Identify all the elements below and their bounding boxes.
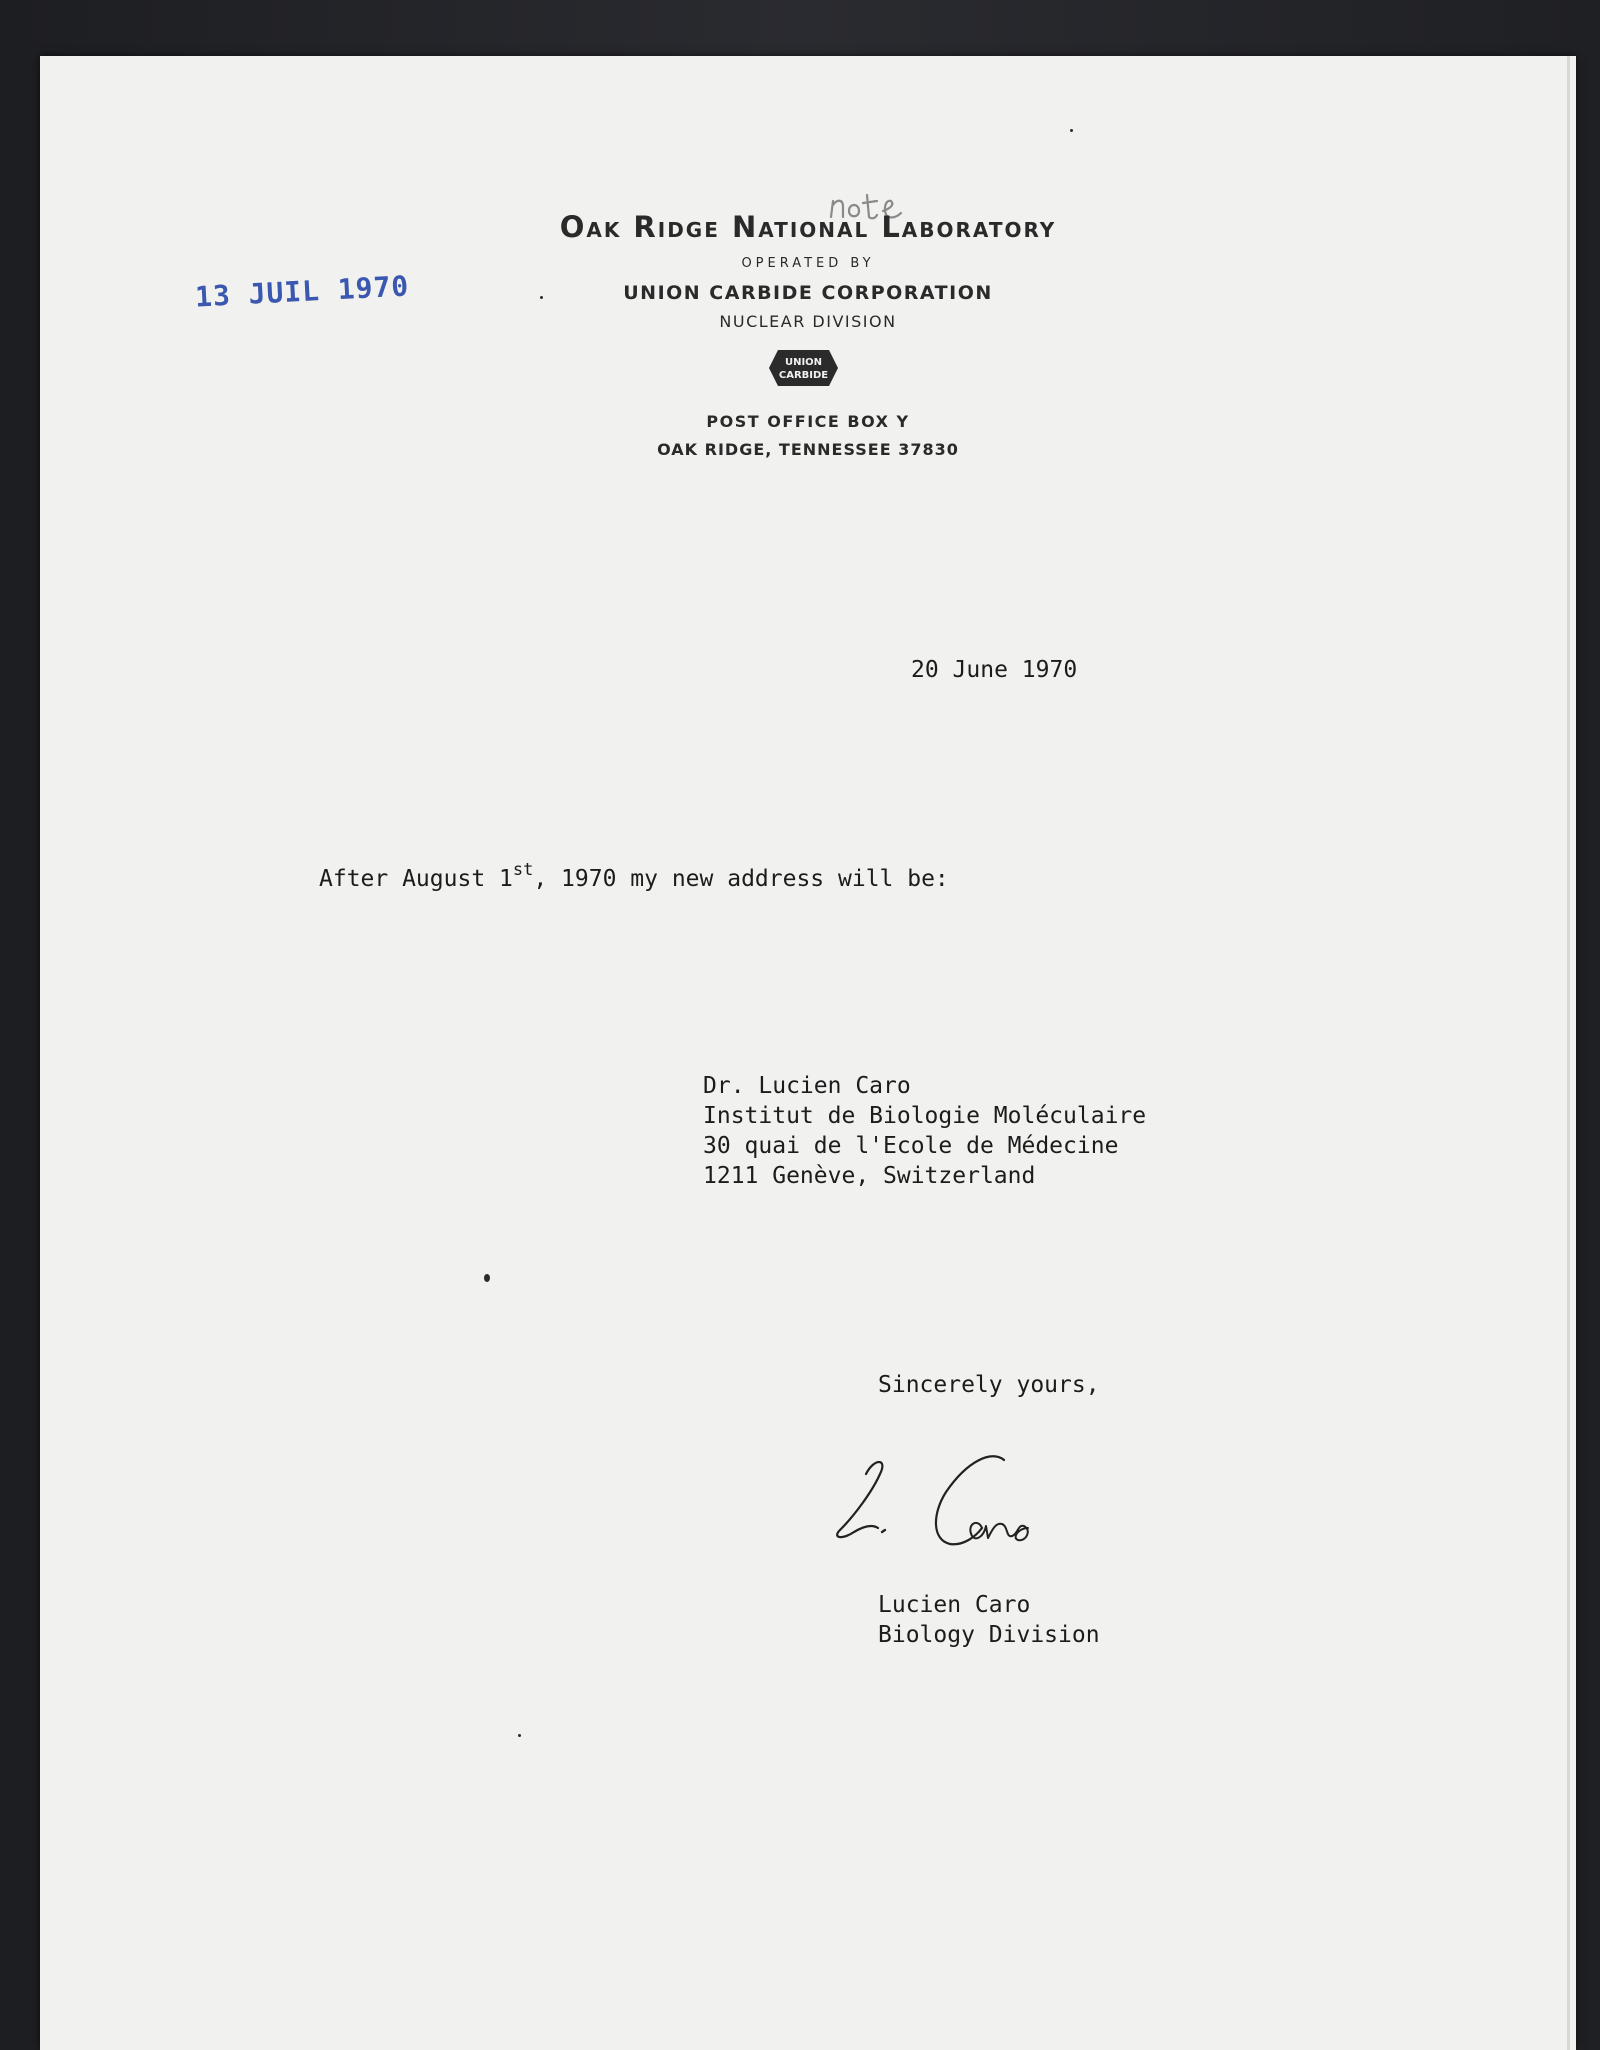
division-name: NUCLEAR DIVISION: [719, 312, 897, 331]
letter-page: [40, 56, 1576, 2050]
union-carbide-logo-icon: [768, 349, 839, 387]
paper-speck: [484, 1274, 490, 1282]
organization-name: Oak Ridge National Laboratory: [559, 210, 1057, 244]
paper-speck: [518, 1734, 521, 1737]
new-address-line-1: Dr. Lucien Caro: [703, 1073, 911, 1099]
paper-speck: [1070, 129, 1073, 132]
body-superscript: st: [512, 860, 534, 880]
page-edge: [1567, 56, 1570, 2050]
svg-text:CARBIDE: CARBIDE: [778, 370, 829, 381]
letter-date: 20 June 1970: [911, 657, 1078, 683]
operated-by-label: OPERATED BY: [741, 256, 875, 271]
svg-text:UNION: UNION: [784, 357, 823, 368]
received-date-stamp: 13 JUIL 1970: [194, 269, 411, 314]
letter-closing: Sincerely yours,: [878, 1372, 1100, 1398]
paper-speck: [540, 296, 543, 299]
signer-department: Biology Division: [878, 1622, 1100, 1648]
new-address-line-2: Institut de Biologie Moléculaire: [703, 1103, 1147, 1129]
body-text-start: After August 1: [319, 866, 513, 892]
new-address-line-3: 30 quai de l'Ecole de Médecine: [703, 1133, 1119, 1159]
letter-body: [319, 860, 949, 892]
corporation-name: UNION CARBIDE CORPORATION: [623, 282, 993, 304]
signer-name: Lucien Caro: [878, 1592, 1031, 1618]
signature-icon: [828, 1444, 1048, 1556]
po-box: POST OFFICE BOX Y: [706, 412, 910, 431]
letterhead-address: OAK RIDGE, TENNESSEE 37830: [657, 440, 959, 459]
new-address-line-4: 1211 Genève, Switzerland: [703, 1163, 1036, 1189]
body-text-end: , 1970 my new address will be:: [533, 866, 949, 892]
